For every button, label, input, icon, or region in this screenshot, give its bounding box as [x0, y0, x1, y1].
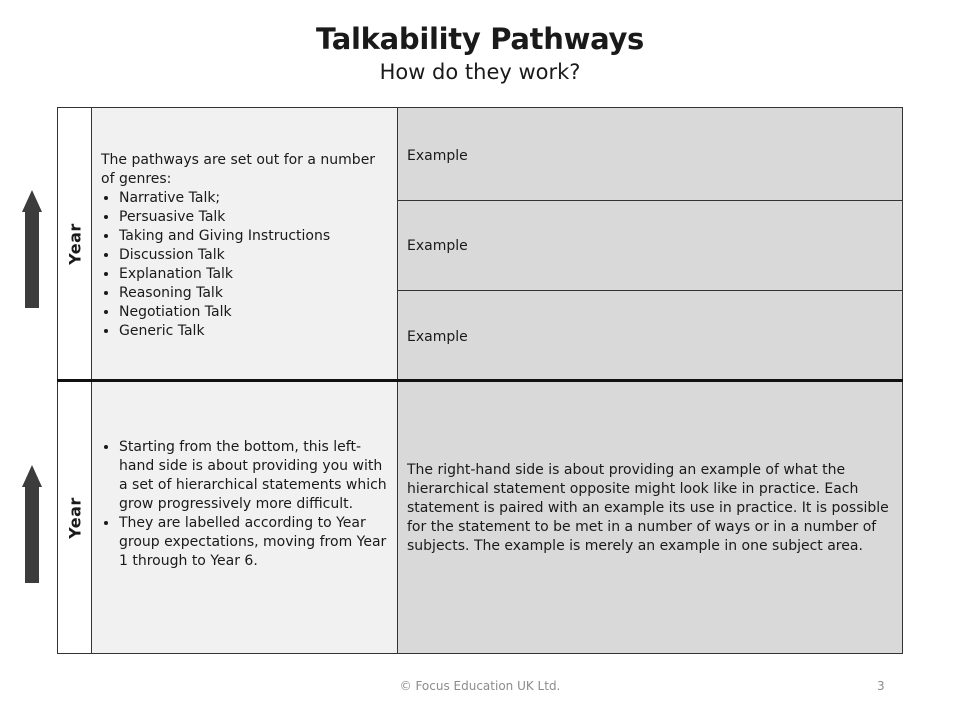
example-cell: [397, 107, 903, 201]
page-subtitle: How do they work?: [379, 60, 581, 84]
copyright-footer: © Focus Education UK Ltd.: [399, 679, 561, 693]
genres-cell: [91, 107, 398, 381]
list-item: • Narrative Talk;: [119, 189, 386, 208]
list-item: • Persuasive Talk: [119, 208, 386, 227]
explanation-left-text: [101, 438, 387, 571]
example-label: Example: [407, 329, 468, 345]
explanation-left-cell: [91, 381, 398, 654]
genres-text: [101, 151, 386, 341]
list-item: • Taking and Giving Instructions: [119, 227, 386, 246]
explanation-right-cell: [397, 381, 903, 654]
page-number: 3: [877, 679, 885, 693]
up-arrow-icon: [22, 190, 42, 308]
up-arrow-icon: [22, 465, 42, 583]
example-label: Example: [407, 238, 468, 254]
year-label: Year: [65, 496, 84, 539]
genres-intro: The pathways are set out for a number of genres:: [101, 152, 376, 187]
example-cell: [397, 200, 903, 291]
example-label: Example: [407, 148, 468, 164]
list-item: • Starting from the bottom, this left-hand side is about providing you with a set of hierarchical statements which grow progressively more difficult.: [119, 438, 387, 514]
explanation-right-text: The right-hand side is about providing an example of what the hierarchical statement opposite might look like in practice. Each statement is paired with an example its use in practice. It is possible for the statement to be met in a number of ways or in a number of subjects. The example is merely an example in one subject area.: [407, 462, 889, 554]
list-item: • Explanation Talk: [119, 265, 386, 284]
genre-list: [101, 189, 386, 341]
list-item: • Reasoning Talk: [119, 284, 386, 303]
list-item: • Negotiation Talk: [119, 303, 386, 322]
section-divider: [57, 379, 903, 382]
year-label: Year: [65, 223, 84, 265]
year-column-top: [57, 107, 92, 381]
year-column-bottom: [57, 381, 92, 654]
page-title: Talkability Pathways: [315, 22, 645, 56]
list-item: • Generic Talk: [119, 322, 386, 341]
example-cell: [397, 290, 903, 381]
explanation-list: [101, 438, 387, 571]
list-item: • They are labelled according to Year group expectations, moving from Year 1 through to Year 6.: [119, 514, 387, 571]
list-item: • Discussion Talk: [119, 246, 386, 265]
